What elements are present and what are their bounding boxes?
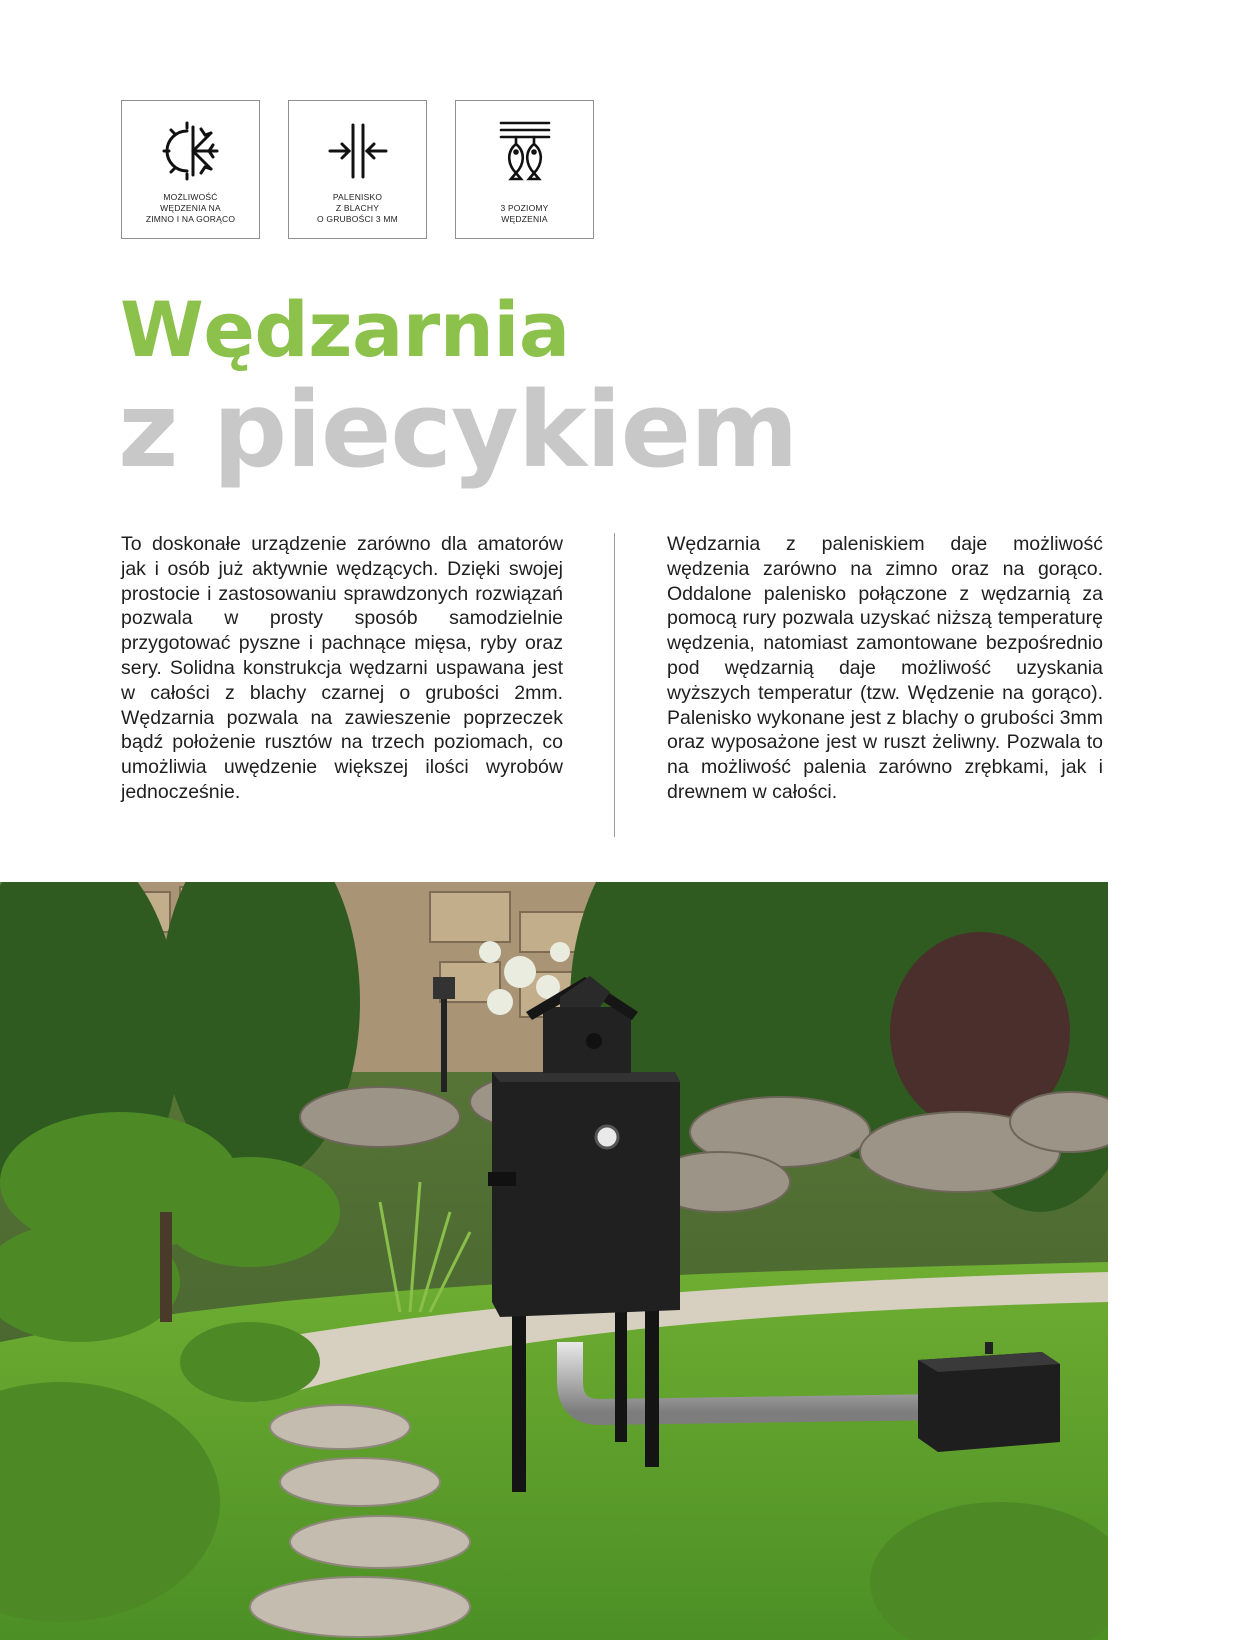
thickness-arrows-icon bbox=[324, 117, 392, 185]
page-subtitle: z piecykiem bbox=[118, 369, 798, 491]
feature-label: 3 POZIOMY WĘDZENIA bbox=[500, 203, 549, 224]
snowflake-sun-icon bbox=[157, 117, 225, 185]
feature-three-levels bbox=[455, 100, 594, 239]
feature-icons-row bbox=[121, 100, 594, 239]
feature-label: MOŻLIWOŚĆ WĘDZENIA NA ZIMNO I NA GORĄCO bbox=[145, 192, 236, 224]
feature-label: PALENISKO Z BLACHY O GRUBOŚCI 3 MM bbox=[317, 192, 398, 224]
feature-cold-hot-smoking bbox=[121, 100, 260, 239]
page-margin bbox=[1108, 0, 1241, 1640]
hanging-fish-icon bbox=[491, 117, 559, 185]
description-left: To doskonałe urządzenie zarówno dla amatorów jak i osób już aktywnie wędzących. Dzięki swojej prostocie i zastosowaniu sprawdzonych rozwiązań pozwala w prosty sposób samodzielnie przygotować pyszne i pachnące mięsa, ryby oraz sery. Solidna konstrukcja wędzarni uspawana jest w całości z blachy czarnej o grubości 2mm. Wędzarnia pozwala na zawieszenie poprzeczek bądź położenie rusztów na trzech poziomach, co umożliwia uwędzenie większej ilości wyrobów jednocześnie. bbox=[121, 533, 563, 803]
description-right: Wędzarnia z paleniskiem daje możliwość wędzenia zarówno na zimno oraz na gorąco. Oddalone palenisko połączone z wędzarnią za pomocą rury pozwala uzyskać niższą temperaturę wędzenia, natomiast zamontowane bezpośrednio pod wędzarnią daje możliwość uzyskania wyższych temperatur (tzw. Wędzenie na gorąco). Palenisko wykonane jest z blachy o grubości 3mm oraz wyposażone jest w ruszt żeliwny. Pozwala to na możliwość palenia zarówno zrębkami, jak i drewnem w całości. bbox=[667, 533, 1103, 803]
feature-firebox-thickness bbox=[288, 100, 427, 239]
column-divider bbox=[614, 533, 615, 837]
garden-product-photo bbox=[0, 882, 1108, 1640]
page-title: Wędzarnia bbox=[120, 285, 570, 374]
